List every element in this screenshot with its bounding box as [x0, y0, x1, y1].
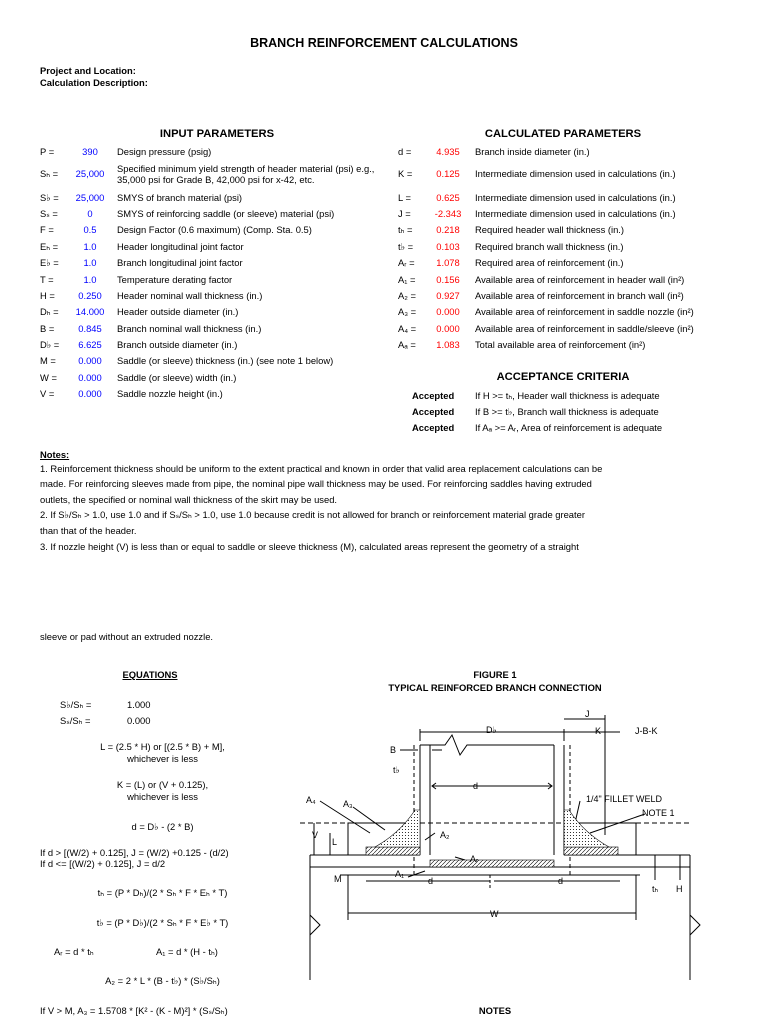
project-label: Project and Location:: [40, 65, 136, 76]
input-value: 1.0: [83, 257, 97, 268]
eq-A3: If V > M, A₃ = 1.5708 * [K² - (K - M)²] * (Sₛ/Sₕ): [40, 1005, 228, 1016]
input-symbol: S♭ =: [40, 192, 59, 203]
calc-value: 1.078: [436, 257, 460, 268]
input-symbol: Sₛ =: [40, 208, 58, 219]
label-V: V: [312, 830, 319, 840]
input-symbol: H =: [40, 290, 55, 301]
input-description: Branch nominal wall thickness (in.): [117, 323, 262, 334]
calc-symbol: Aₐ =: [398, 339, 416, 350]
calc-description: Required branch wall thickness (in.): [475, 241, 624, 252]
input-description: SMYS of branch material (psi): [117, 192, 243, 203]
note-line: made. For reinforcing sleeves made from pipe, the nominal pipe wall thickness may be used. For reinforcing saddles having extruded: [40, 478, 592, 489]
input-description: Saddle nozzle height (in.): [117, 388, 223, 399]
label-tb: t♭: [393, 765, 400, 775]
calc-value: 4.935: [436, 146, 460, 157]
label-AR: Aᵣ: [470, 854, 479, 864]
input-symbol: P =: [40, 146, 55, 157]
input-description: Header longitudinal joint factor: [117, 241, 244, 252]
input-value: 6.625: [78, 339, 102, 350]
input-symbol: E♭ =: [40, 257, 59, 268]
weld-left: [375, 810, 420, 847]
acceptance-criteria-header: ACCEPTANCE CRITERIA: [496, 371, 630, 383]
label-B: B: [390, 745, 397, 755]
label-A3: A₃: [343, 799, 353, 809]
acceptance-status: Accepted: [412, 422, 455, 433]
calc-symbol: A₃ =: [398, 306, 417, 317]
input-symbol: Eₕ =: [40, 241, 59, 252]
input-value: 14.000: [75, 306, 105, 317]
input-symbol: B =: [40, 323, 55, 334]
note-line: 1. Reinforcement thickness should be uniform to the extent practical and known in order that valid area replacement calculations can be: [40, 463, 603, 474]
label-th: tₕ: [652, 884, 659, 894]
input-symbol: V =: [40, 388, 55, 399]
input-value: 0.000: [78, 355, 102, 366]
input-value: 0.845: [78, 323, 102, 334]
input-description: Design pressure (psig): [117, 146, 212, 157]
calc-value: 0.625: [436, 192, 460, 203]
label-d-upper: d: [473, 781, 479, 791]
calc-description: Intermediate dimension used in calculations (in.): [475, 208, 676, 219]
input-description: Branch outside diameter (in.): [117, 339, 238, 350]
input-symbol: F =: [40, 224, 54, 235]
acceptance-description: If B >= t♭, Branch wall thickness is adequate: [475, 406, 659, 417]
calc-symbol: A₄ =: [398, 323, 417, 334]
reinforcement-hatch-left: [366, 847, 420, 855]
input-description: Saddle (or sleeve) thickness (in.) (see note 1 below): [117, 355, 334, 366]
calc-description: Available area of reinforcement in saddle nozzle (in²): [475, 306, 694, 317]
calc-symbol: K =: [398, 168, 413, 179]
calc-symbol: d =: [398, 146, 412, 157]
page-title: BRANCH REINFORCEMENT CALCULATIONS: [250, 36, 518, 50]
calc-value: 0.927: [436, 290, 460, 301]
calc-description: Intermediate dimension used in calculations (in.): [475, 168, 676, 179]
label-A1: A₁: [395, 869, 405, 879]
input-value: 0: [87, 208, 93, 219]
label-JBK: J-B-K: [635, 726, 658, 736]
calc-description-label: Calculation Description:: [40, 77, 148, 88]
equations-header: EQUATIONS: [122, 669, 178, 680]
required-area-hatch: [430, 860, 554, 867]
label-note1: NOTE 1: [642, 808, 675, 818]
note-line: 3. If nozzle height (V) is less than or equal to saddle or sleeve thickness (M), calculated areas represent the geometry of a straight: [40, 541, 579, 552]
eq-ratio2-value: 0.000: [127, 715, 151, 726]
calc-description: Intermediate dimension used in calculations (in.): [475, 192, 676, 203]
input-value: 1.0: [83, 274, 97, 285]
calc-description: Required area of reinforcement (in.): [475, 257, 624, 268]
figure-title: FIGURE 1: [473, 669, 517, 680]
acceptance-status: Accepted: [412, 390, 455, 401]
label-H: H: [676, 884, 683, 894]
eq-th: tₕ = (P * Dₕ)/(2 * Sₕ * F * Eₕ * T): [97, 887, 228, 898]
input-description: Header nominal wall thickness (in.): [117, 290, 263, 301]
input-value: 1.0: [83, 241, 97, 252]
note3-continuation: sleeve or pad without an extruded nozzle.: [40, 631, 214, 642]
label-A2: A₂: [440, 830, 450, 840]
label-W: W: [490, 909, 499, 919]
calc-value: 0.000: [436, 323, 460, 334]
input-value: 0.5: [83, 224, 97, 235]
calc-description: Branch inside diameter (in.): [475, 146, 590, 157]
eq-A2: A₂ = 2 * L * (B - t♭) * (S♭/Sₕ): [105, 975, 220, 986]
calc-value: 0.156: [436, 274, 460, 285]
eq-J-line1: If d > [(W/2) + 0.125], J = (W/2) +0.125 - (d/2): [40, 847, 229, 858]
input-symbol: M =: [40, 355, 56, 366]
input-symbol: W =: [40, 372, 57, 383]
input-symbol: Dₕ =: [40, 306, 59, 317]
calc-symbol: A₁ =: [398, 274, 416, 285]
label-L: L: [332, 837, 338, 847]
label-d-lower-right: d: [558, 876, 564, 886]
label-J: J: [585, 709, 590, 719]
calc-description: Required header wall thickness (in.): [475, 224, 625, 235]
label-K: K: [595, 726, 602, 736]
input-value: 25,000: [75, 192, 105, 203]
calc-value: 0.103: [436, 241, 460, 252]
calculated-parameters-header: CALCULATED PARAMETERS: [484, 128, 642, 140]
calc-description: Available area of reinforcement in header wall (in²): [475, 274, 685, 285]
input-description: Temperature derating factor: [117, 274, 233, 285]
acceptance-status: Accepted: [412, 406, 455, 417]
input-description: Design Factor (0.6 maximum) (Comp. Sta. 0.5): [117, 224, 312, 235]
note-line: 2. If S♭/Sₕ > 1.0, use 1.0 and if Sₛ/Sₕ > 1.0, use 1.0 because credit is not allowed for branch or reinforcement material grade greater: [40, 509, 585, 520]
calc-description: Available area of reinforcement in saddle/sleeve (in²): [475, 323, 694, 334]
input-symbol: D♭ =: [40, 339, 60, 350]
notes-footer: NOTES: [478, 1005, 512, 1016]
input-value: 0.250: [78, 290, 102, 301]
input-symbol: Sₕ =: [40, 168, 59, 179]
calc-value: 1.083: [436, 339, 460, 350]
label-A4: A₄: [306, 795, 316, 805]
label-fillet-weld: 1/4" FILLET WELD: [586, 794, 663, 804]
eq-L-line2: whichever is less: [127, 753, 198, 764]
input-description: Header outside diameter (in.): [117, 306, 239, 317]
notes-header: Notes:: [40, 449, 70, 460]
input-value: 25,000: [75, 168, 105, 179]
input-value: 0.000: [78, 388, 102, 399]
calc-value: 0.000: [436, 306, 460, 317]
eq-K-line2: whichever is less: [127, 791, 198, 802]
input-description: SMYS of reinforcing saddle (or sleeve) material (psi): [117, 208, 335, 219]
calc-symbol: J =: [398, 208, 411, 219]
calc-value: 0.125: [436, 168, 460, 179]
eq-ratio1-value: 1.000: [127, 699, 151, 710]
label-d-lower-left: d: [428, 876, 434, 886]
eq-d: d = D♭ - (2 * B): [131, 821, 194, 832]
input-description: Specified minimum yield strength of header material (psi) e.g., 35,000 psi for Grade B, 42,000 psi for x-42, etc.: [117, 163, 375, 185]
label-M: M: [334, 874, 342, 884]
calc-value: 0.218: [436, 224, 460, 235]
calc-value: -2.343: [434, 208, 462, 219]
eq-K-line1: K = (L) or (V + 0.125),: [116, 779, 209, 790]
calc-description: Available area of reinforcement in branch wall (in²): [475, 290, 684, 301]
label-Db: D♭: [486, 725, 497, 735]
calc-symbol: tₕ =: [398, 224, 413, 235]
input-symbol: T =: [40, 274, 54, 285]
eq-A1: A₁ = d * (H - tₕ): [156, 946, 218, 957]
figure-subtitle: TYPICAL REINFORCED BRANCH CONNECTION: [388, 682, 602, 693]
eq-AR: Aᵣ = d * tₕ: [54, 946, 94, 957]
input-description: Saddle (or sleeve) width (in.): [117, 372, 237, 383]
reinforced-branch-figure: [290, 705, 710, 985]
input-value: 390: [82, 146, 98, 157]
input-description: Branch longitudinal joint factor: [117, 257, 243, 268]
acceptance-description: If Aₐ >= Aᵣ, Area of reinforcement is adequate: [475, 422, 663, 433]
input-parameters-header: INPUT PARAMETERS: [159, 128, 275, 140]
reinforcement-hatch-right: [564, 847, 618, 855]
eq-J-line2: If d <= [(W/2) + 0.125], J = d/2: [40, 858, 166, 869]
calc-symbol: Aᵣ =: [398, 257, 415, 268]
acceptance-description: If H >= tₕ, Header wall thickness is adequate: [475, 390, 660, 401]
input-value: 0.000: [78, 372, 102, 383]
eq-tb: t♭ = (P * D♭)/(2 * Sₕ * F * E♭ * T): [96, 917, 229, 928]
calc-symbol: L =: [398, 192, 411, 203]
note-line: outlets, the specified or nominal wall thickness of the skirt may be used.: [40, 494, 338, 505]
calc-symbol: t♭ =: [398, 241, 414, 252]
calc-description: Total available area of reinforcement (in²): [475, 339, 646, 350]
eq-ratio2-label: Sₛ/Sₕ =: [60, 715, 91, 726]
note-line: than that of the header.: [40, 525, 137, 536]
eq-ratio1-label: S♭/Sₕ =: [60, 699, 92, 710]
calc-symbol: A₂ =: [398, 290, 416, 301]
eq-L-line1: L = (2.5 * H) or [(2.5 * B) + M],: [100, 741, 225, 752]
